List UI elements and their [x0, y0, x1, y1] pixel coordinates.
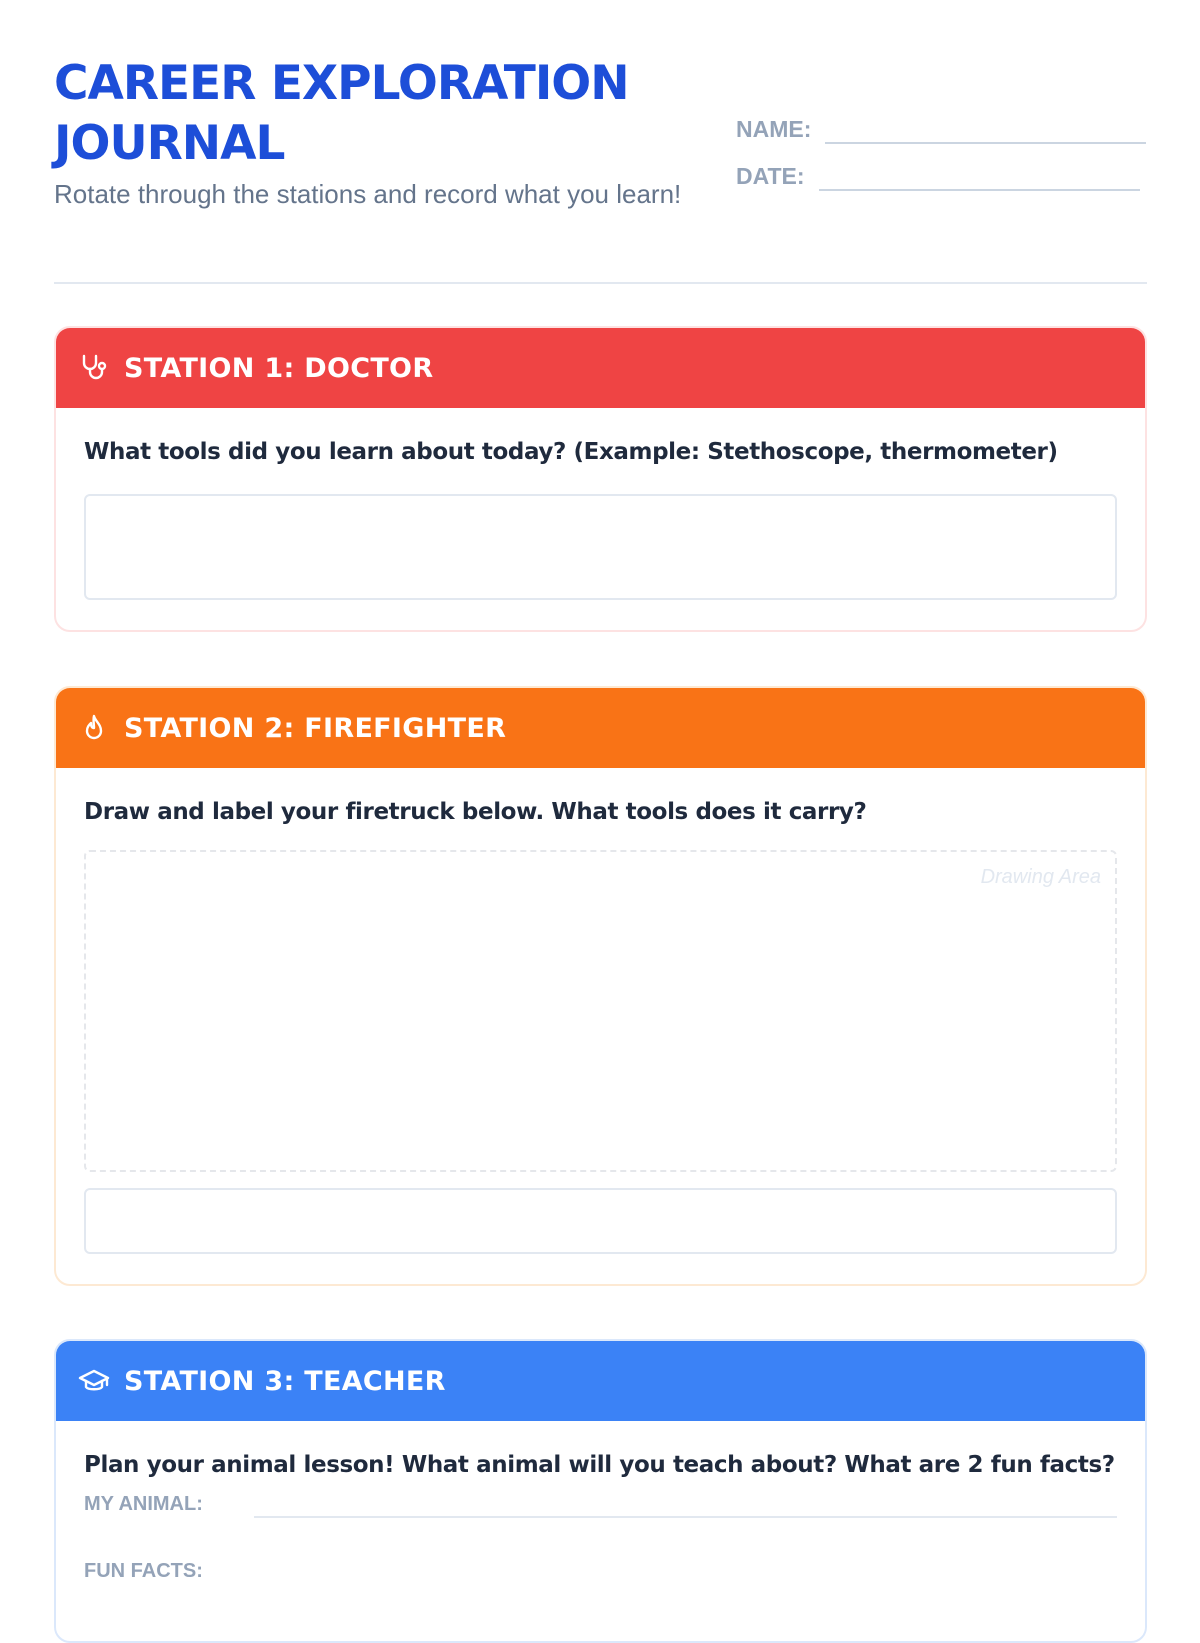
stethoscope-icon — [78, 352, 110, 384]
station-2-question: Draw and label your firetruck below. What tools does it carry? — [84, 799, 867, 825]
journal-header — [54, 0, 1147, 284]
station-2-header — [56, 688, 1145, 768]
page-subtitle: Rotate through the stations and record what you learn! — [54, 179, 682, 209]
station-3-card — [54, 1339, 1147, 1643]
station-1-card — [54, 326, 1147, 632]
name-label: NAME: — [736, 116, 812, 142]
station-1-title: STATION 1: DOCTOR — [124, 352, 434, 384]
name-line[interactable] — [825, 112, 1146, 144]
station-3-header — [56, 1341, 1145, 1421]
station-3-title: STATION 3: TEACHER — [124, 1365, 446, 1397]
animal-field-row — [84, 1488, 1117, 1518]
facts-label: FUN FACTS: — [84, 1560, 203, 1582]
date-field-row — [736, 159, 1140, 191]
station-3-question: Plan your animal lesson! What animal will you teach about? What are 2 fun facts? — [84, 1452, 1115, 1478]
graduation-cap-icon — [78, 1365, 110, 1397]
journal-page — [54, 0, 1147, 1582]
drawing-area-label: Drawing Area — [980, 866, 1101, 888]
flame-icon — [78, 712, 110, 744]
animal-label: MY ANIMAL: — [84, 1493, 203, 1515]
animal-line[interactable] — [254, 1488, 1117, 1518]
facts-field-row — [84, 1557, 1117, 1585]
name-field-row — [736, 112, 1146, 144]
date-label: DATE: — [736, 163, 805, 189]
date-line[interactable] — [819, 159, 1140, 191]
station-2-answer-box[interactable] — [84, 1188, 1117, 1254]
page-title: CAREER EXPLORATION JOURNAL — [54, 56, 629, 171]
station-2-card — [54, 686, 1147, 1286]
station-1-question: What tools did you learn about today? (Example: Stethoscope, thermometer) — [84, 439, 1058, 465]
station-2-title: STATION 2: FIREFIGHTER — [124, 712, 507, 744]
drawing-area[interactable] — [84, 850, 1117, 1172]
station-1-header — [56, 328, 1145, 408]
station-1-answer-box[interactable] — [84, 494, 1117, 600]
